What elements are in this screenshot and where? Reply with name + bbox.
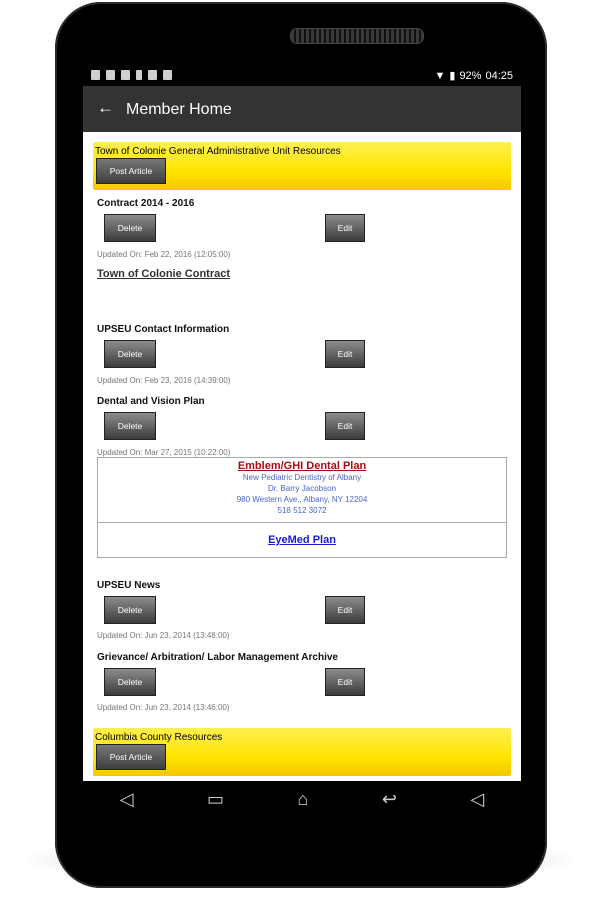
updated-text: Updated On: Feb 23, 2016 (14:39:00) [97, 376, 231, 385]
delete-button[interactable]: Delete [104, 412, 156, 440]
updated-text: Updated On: Jun 23, 2014 (13:48:00) [97, 631, 230, 640]
battery-percent: 92% [459, 69, 482, 82]
download-icon [163, 70, 172, 80]
status-right [434, 69, 513, 82]
section-title: Town of Colonie General Administrative Unit Resources [95, 146, 341, 157]
delete-button[interactable]: Delete [104, 596, 156, 624]
page-title: Member Home [126, 101, 232, 118]
section-colonie [93, 142, 511, 190]
article-title: Dental and Vision Plan [97, 396, 205, 407]
edit-button[interactable]: Edit [325, 668, 365, 696]
section-title: Columbia County Resources [95, 732, 223, 743]
dental-line: Dr. Barry Jacobson [267, 484, 337, 493]
updated-text: Updated On: Feb 22, 2016 (12:05:00) [97, 250, 231, 259]
eyemed-plan-link[interactable]: EyeMed Plan [268, 534, 336, 546]
dental-plan-box [97, 457, 507, 523]
eyemed-plan-box [97, 522, 507, 558]
screen [83, 66, 521, 781]
action-bar [83, 86, 521, 132]
speaker-grille [290, 28, 424, 44]
article-title: Grievance/ Arbitration/ Labor Management Archive [97, 652, 338, 663]
dental-line: 980 Western Ave., Albany, NY 12204 [236, 495, 368, 504]
article-title: UPSEU Contact Information [97, 324, 230, 335]
app-icon [106, 70, 115, 80]
delete-button[interactable]: Delete [104, 214, 156, 242]
wifi-icon: ▼ [434, 69, 446, 82]
back-arrow-icon[interactable]: ← [97, 98, 114, 117]
home-icon[interactable]: ⌂ [297, 788, 309, 809]
updated-text: Updated On: Jun 23, 2014 (13:46:00) [97, 703, 230, 712]
photo-icon [148, 70, 157, 80]
usb-icon [136, 70, 142, 80]
edit-button[interactable]: Edit [325, 596, 365, 624]
volume-down-icon[interactable]: ◁ [119, 788, 134, 809]
updated-text: Updated On: Mar 27, 2015 (10:22:00) [97, 448, 231, 457]
edit-button[interactable]: Edit [325, 412, 365, 440]
delete-button[interactable]: Delete [104, 340, 156, 368]
battery-icon: ▮ [449, 70, 456, 82]
clock: 04:25 [485, 69, 513, 82]
dental-line: 518 512 3072 [277, 506, 327, 515]
recent-apps-icon[interactable]: ▭ [207, 788, 225, 809]
post-article-button[interactable]: Post Article [96, 744, 166, 770]
dental-line: New Pediatric Dentistry of Albany [242, 473, 362, 482]
image-icon [121, 70, 130, 80]
edit-button[interactable]: Edit [325, 214, 365, 242]
navigation-bar [83, 781, 521, 817]
post-article-button[interactable]: Post Article [96, 158, 166, 184]
notification-icons [91, 70, 172, 80]
content-area [83, 132, 521, 781]
shield-icon [91, 70, 100, 80]
status-bar [83, 66, 521, 86]
volume-up-icon[interactable]: ◁ [470, 788, 485, 809]
back-icon[interactable]: ↩ [381, 788, 397, 809]
article-title: UPSEU News [97, 580, 161, 591]
contract-link[interactable]: Town of Colonie Contract [97, 268, 231, 280]
article-title: Contract 2014 - 2016 [97, 198, 195, 209]
section-columbia [93, 728, 511, 776]
delete-button[interactable]: Delete [104, 668, 156, 696]
dental-plan-link[interactable]: Emblem/GHI Dental Plan [237, 460, 367, 472]
edit-button[interactable]: Edit [325, 340, 365, 368]
